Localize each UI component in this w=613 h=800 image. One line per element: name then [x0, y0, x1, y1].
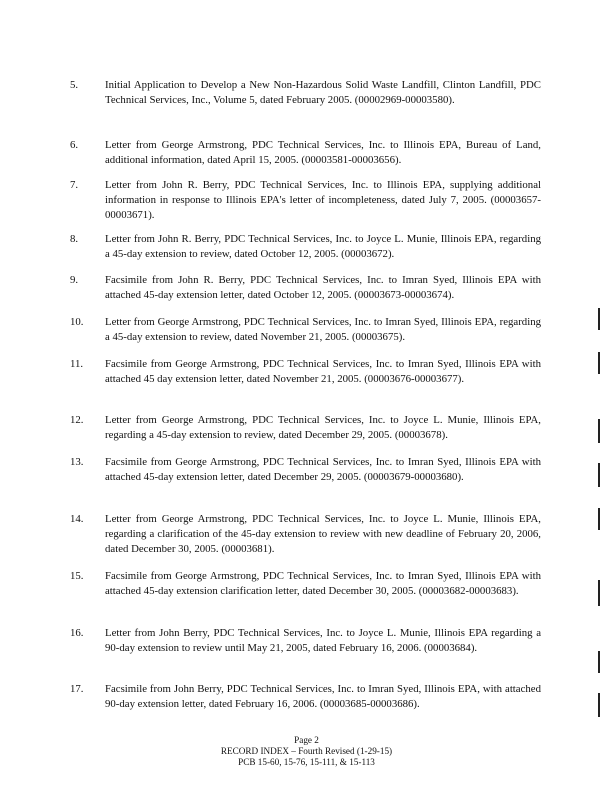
entry-text: Facsimile from George Armstrong, PDC Technical Services, Inc. to Imran Syed, Illinois EPA with attached 45 day extension letter, dated November 21, 2005. (00003676-00003677). — [105, 358, 541, 385]
revision-margin-mark — [598, 651, 600, 673]
entry-number: 6. — [70, 139, 79, 151]
entry-number: 5. — [70, 79, 79, 91]
entry-number: 7. — [70, 179, 79, 191]
entry-number: 8. — [70, 233, 79, 245]
entry-number: 16. — [70, 627, 84, 639]
entry-text: Initial Application to Develop a New Non-Hazardous Solid Waste Landfill, Clinton Landfill, PDC Technical Services, Inc., Volume 5, dated February 2005. (00002969-00003580). — [105, 79, 541, 106]
entry-text: Letter from John R. Berry, PDC Technical Services, Inc. to Joyce L. Munie, Illinois EPA, regarding a 45-day extension to review, dated October 12, 2005. (00003672). — [105, 233, 541, 260]
revision-margin-mark — [598, 580, 600, 606]
entry-number: 10. — [70, 316, 84, 328]
revision-margin-mark — [598, 419, 600, 443]
entry-text: Letter from George Armstrong, PDC Technical Services, Inc. to Joyce L. Munie, Illinois EPA, regarding a 45-day extension to review, dated December 29, 2005. (00003678). — [105, 414, 541, 441]
entry-text: Facsimile from John Berry, PDC Technical Services, Inc. to Imran Syed, Illinois EPA, with attached 90-day extension letter, dated February 16, 2006. (00003685-00003686). — [105, 683, 541, 710]
entry-number: 14. — [70, 513, 84, 525]
entry-text: Letter from George Armstrong, PDC Technical Services, Inc. to Illinois EPA, Bureau of Land, additional information, dated April 15, 2005. (00003581-00003656). — [105, 139, 541, 166]
entry-number: 13. — [70, 456, 84, 468]
entry-number: 11. — [70, 358, 84, 370]
entry-text: Letter from John Berry, PDC Technical Services, Inc. to Joyce L. Munie, Illinois EPA regarding a 90-day extension to review until May 21, 2005, dated February 16, 2006. (00003684). — [105, 627, 541, 654]
footer-docket: PCB 15-60, 15-76, 15-111, & 15-113 — [238, 757, 375, 767]
revision-margin-mark — [598, 693, 600, 717]
entry-text: Letter from John R. Berry, PDC Technical Services, Inc. to Illinois EPA, supplying additional information in response to Illinois EPA's letter of incompleteness, dated July 7, 2005. (00003657-00003671). — [105, 179, 541, 221]
footer-page-number: Page 2 — [294, 735, 319, 745]
entry-number: 12. — [70, 414, 84, 426]
entry-text: Facsimile from George Armstrong, PDC Technical Services, Inc. to Imran Syed, Illinois EPA with attached 45-day extension clarification letter, dated December 30, 2005. (00003682-00003683). — [105, 570, 541, 597]
revision-margin-mark — [598, 508, 600, 530]
page-footer — [0, 735, 613, 768]
entry-text: Facsimile from John R. Berry, PDC Technical Services, Inc. to Imran Syed, Illinois EPA with attached 45-day extension letter, dated October 12, 2005. (00003673-00003674). — [105, 274, 541, 301]
revision-margin-mark — [598, 352, 600, 374]
footer-title: RECORD INDEX – Fourth Revised (1-29-15) — [220, 746, 393, 756]
entry-number: 17. — [70, 683, 84, 695]
entry-number: 15. — [70, 570, 84, 582]
entry-number: 9. — [70, 274, 79, 286]
entry-text: Facsimile from George Armstrong, PDC Technical Services, Inc. to Imran Syed, Illinois EPA with attached 45-day extension letter, dated December 29, 2005. (00003679-00003680). — [105, 456, 541, 483]
revision-margin-mark — [598, 308, 600, 330]
entry-text: Letter from George Armstrong, PDC Technical Services, Inc. to Joyce L. Munie, Illinois EPA, regarding a clarification of the 45-day extension to review with new deadline of February 20, 2006, dated December 30, 2005. (00003681). — [105, 513, 541, 555]
entry-text: Letter from George Armstrong, PDC Technical Services, Inc. to Imran Syed, Illinois EPA, regarding a 45-day extension to review, dated November 21, 2005. (00003675). — [105, 316, 541, 343]
revision-margin-mark — [598, 463, 600, 487]
